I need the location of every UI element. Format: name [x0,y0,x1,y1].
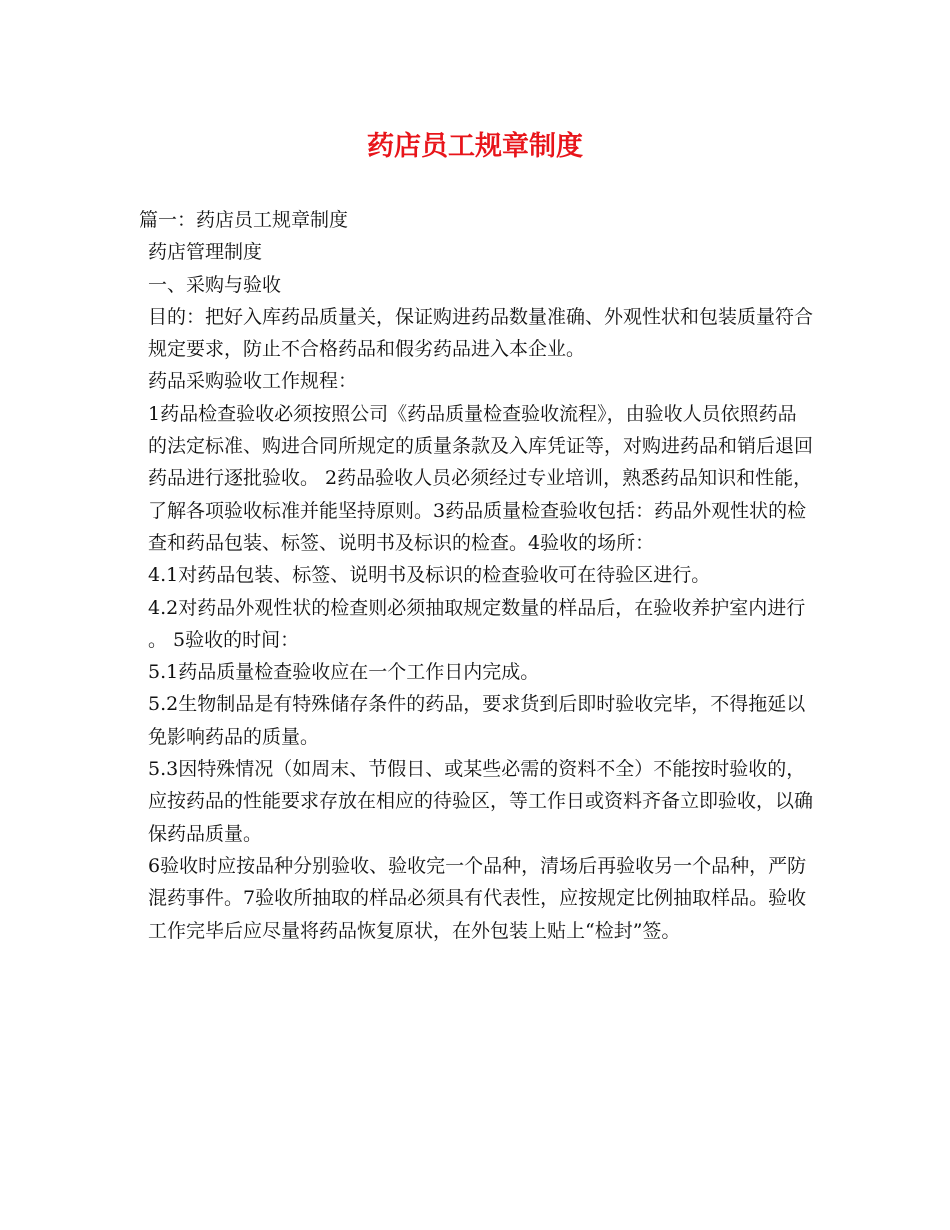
body-paragraph: 1药品检查验收必须按照公司《药品质量检查验收流程》，由验收人员依照药品的法定标准、购进合同所规定的质量条款及入库凭证等，对购进药品和销后退回药品进行逐批验收。 2药品验收人员必须经过专业培训，熟悉药品知识和性能，了解各项验收标准并能坚持原则。3药品质量检查验收包括：药品外观性状的检查和药品包装、标签、说明书及标识的检查。4验收的场所： [148,402,814,554]
body-paragraph: 5.1药品质量检查验收应在一个工作日内完成。 [148,661,540,684]
section-heading: 篇一：药店员工规章制度 [139,209,349,231]
subsection-heading: 药店管理制度 [148,241,263,264]
body-paragraph: 4.1对药品包装、标签、说明书及标识的检查验收可在待验区进行。 [148,564,711,587]
document-body [139,204,815,947]
document-title: 药店员工规章制度 [367,131,583,162]
body-paragraph: 目的：把好入库药品质量关，保证购进药品数量准确、外观性状和包装质量符合规定要求，防止不合格药品和假劣药品进入本企业。 [148,305,814,361]
chapter-heading: 一、采购与验收 [148,273,282,296]
body-paragraph: 5.2生物制品是有特殊储存条件的药品，要求货到后即时验收完毕，不得拖延以免影响药品的质量。 [148,693,806,748]
body-paragraph: 6验收时应按品种分别验收、验收完一个品种，清场后再验收另一个品种，严防混药事件。7验收所抽取的样品必须具有代表性，应按规定比例抽取样品。验收工作完毕后应尽量将药品恢复原状，在外包装上贴上“检封”签。 [148,854,807,942]
body-paragraph: 5.3因特殊情况（如周末、节假日、或某些必需的资料不全）不能按时验收的，应按药品的性能要求存放在相应的待验区，等工作日或资料齐备立即验收，以确保药品质量。 [148,758,814,845]
body-paragraph: 4.2对药品外观性状的检查则必须抽取规定数量的样品后，在验收养护室内进行。 5验收的时间： [148,596,806,651]
body-paragraph: 药品采购验收工作规程： [148,370,358,393]
